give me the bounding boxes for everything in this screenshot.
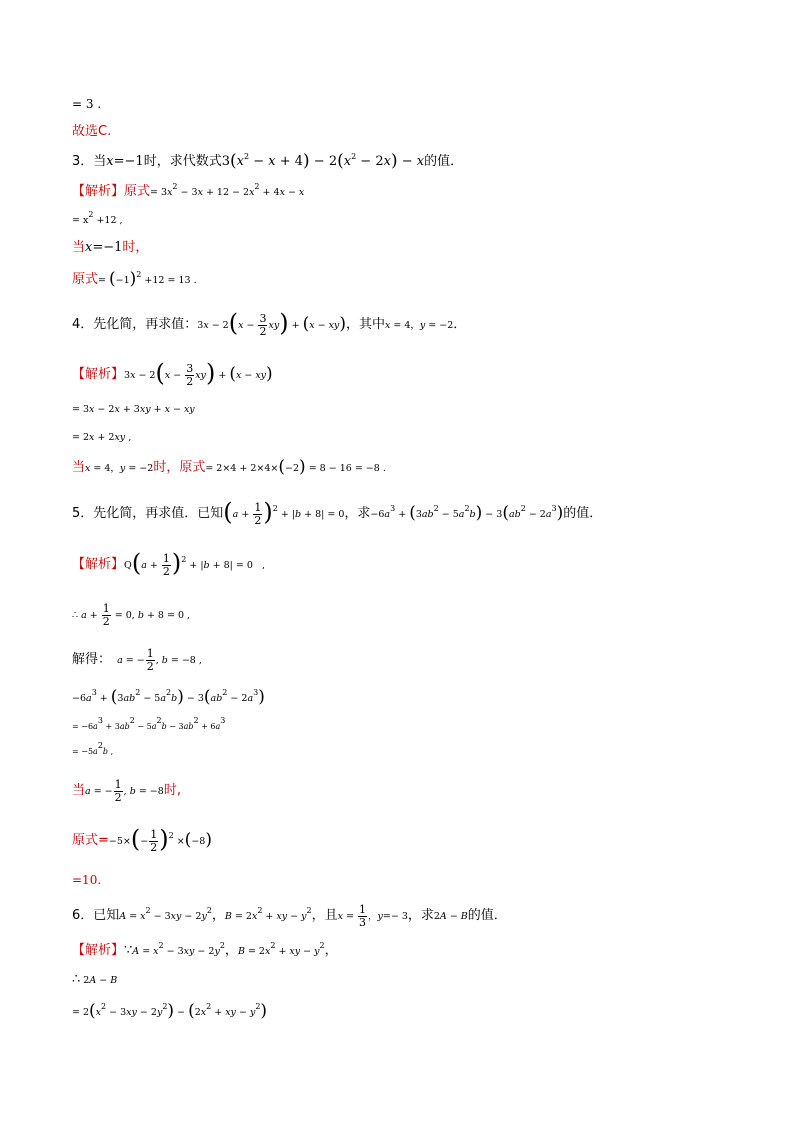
problem-6-ask: ，求 xyxy=(407,908,434,923)
problem-3-step-4: 原式= $(-1)^2 +12 = 13$ . xyxy=(72,269,197,289)
original-label: 原式 xyxy=(72,272,99,287)
therefore-symbol: ∴ xyxy=(72,610,79,621)
problem-5-step-5: = $-6a^3 + 3ab^2 - 5a^2b - 3ab^2 + 6a^3$ xyxy=(72,716,226,731)
when-label: 当 xyxy=(72,783,86,798)
problem-4-tail: ． xyxy=(453,317,467,332)
problem-3-mid: 时，求代数式 xyxy=(143,154,222,169)
when-tail: 时， xyxy=(122,240,149,255)
problem-3: 3．当x=−1时，求代数式$3(x^2 - x + 4) - 2(x^2 - 2x) - x$的值． xyxy=(72,151,464,171)
problem-6-head: 6．已知 xyxy=(72,908,120,923)
problem-5-mid: ，求 xyxy=(344,506,371,521)
problem-3-tail: 的值． xyxy=(424,154,464,169)
problem-6-tail: 的值． xyxy=(467,908,507,923)
analysis-tag: 【解析】 xyxy=(72,557,125,572)
because-symbol: ∵ xyxy=(124,943,133,958)
solve-label: 解得： xyxy=(72,652,112,667)
problem-4-step-2: = 3x − 2x + 3xy + x − xy xyxy=(72,404,195,415)
analysis-tag: 【解析】 xyxy=(72,943,125,958)
original-label: 原式= xyxy=(72,833,109,848)
when-label: 当 xyxy=(72,240,86,255)
problem-5-step-2: ∴ a + $\frac{1}{2}$ = 0, b + 8 = 0 , xyxy=(72,602,191,628)
problem-5-step-8: 原式=−5×(− $\frac{1}{2}$ )$^2$ ×(−8) xyxy=(72,825,212,854)
line-result-3: = 3 . xyxy=(72,97,102,111)
problem-5-tail: 的值． xyxy=(563,506,603,521)
problem-4-step-1: 【解析】3x − 2(x − $\frac{3}{2}$ xy) + (x − xy) xyxy=(72,359,273,388)
problem-4-mid: ，其中 xyxy=(345,317,385,332)
analysis-tag: 【解析】 xyxy=(72,184,125,199)
when-tail: 时, xyxy=(163,783,181,798)
problem-5-step-7: 当a = − $\frac{1}{2}$ , b = −8时, xyxy=(72,778,181,804)
problem-6-step-2: ∴ 2A − B xyxy=(72,972,118,987)
problem-4: 4．先化简，再求值：3x − 2(x − $\frac{3}{2}$ xy) + (x − xy)，其中x = 4，y = −2． xyxy=(72,309,467,338)
problem-5-step-3: 解得： a = − $\frac{1}{2}$ , b = −8 , xyxy=(72,647,202,673)
line-choose-c: 故选C. xyxy=(72,124,112,139)
when-label: 当 xyxy=(72,460,86,475)
problem-5: 5．先化简，再求值．已知(a + $\frac{1}{2}$ )$^2$ + |b + 8| = 0，求$-6a^3 + (3ab^2 - 5a^2b) - 3(ab^2 - 2a^3)$的值． xyxy=(72,498,603,527)
therefore-symbol: ∴ xyxy=(72,972,81,987)
problem-5-step-4: $-6a^3 + (3ab^2 - 5a^2b) - 3(ab^2 - 2a^3)$ xyxy=(72,687,265,707)
problem-3-step-3: 当x=−1时， xyxy=(72,240,149,255)
problem-5-step-6: = $-5a^2b$ , xyxy=(72,741,114,756)
when-result-label: 时，原式 xyxy=(153,460,206,475)
problem-5-head: 5．先化简，再求值．已知 xyxy=(72,506,224,521)
problem-3-step-2: = $x^2 +12$ , xyxy=(72,210,123,226)
problem-4-step-4: 当x = 4，y = −2时，原式= 2×4 + 2×4×(−2) = 8 − 16 = −8 . xyxy=(72,457,386,477)
problem-6-step-3: = $2(x^2 - 3xy - 2y^2) - (2x^2$ + xy − $y^2$) xyxy=(72,1001,268,1021)
problem-6-step-1: 【解析】∵A = $x^2 - 3xy - 2y^2$，$B = 2x^2$ + xy − $y^2$， xyxy=(72,941,338,958)
original-expression-label: 原式 xyxy=(124,184,151,199)
problem-4-head: 4．先化简，再求值： xyxy=(72,317,198,332)
analysis-tag: 【解析】 xyxy=(72,367,125,382)
problem-3-step-1: 【解析】原式= $3x^2 - 3x + 12 - 2x^2 + 4x - x$ xyxy=(72,182,305,199)
step-2-lead: = x xyxy=(72,215,89,226)
problem-5-step-1: 【解析】Q(a + $\frac{1}{2}$ )$^2$ + |b + 8| = 0 , xyxy=(72,549,265,578)
problem-6: 6．已知$A = x^2 - 3xy - 2y^2$，$B = 2x^2$ + xy − $y^2$，且x = $\frac{1}{3}$ ，y=− 3，求2A − B的值． xyxy=(72,903,507,929)
problem-4-step-3: = 2x + 2xy , xyxy=(72,432,132,443)
problem-3-number: 3．当 xyxy=(72,154,107,169)
problem-5-final: =10. xyxy=(72,873,102,887)
problem-6-and: ，且 xyxy=(311,908,338,923)
